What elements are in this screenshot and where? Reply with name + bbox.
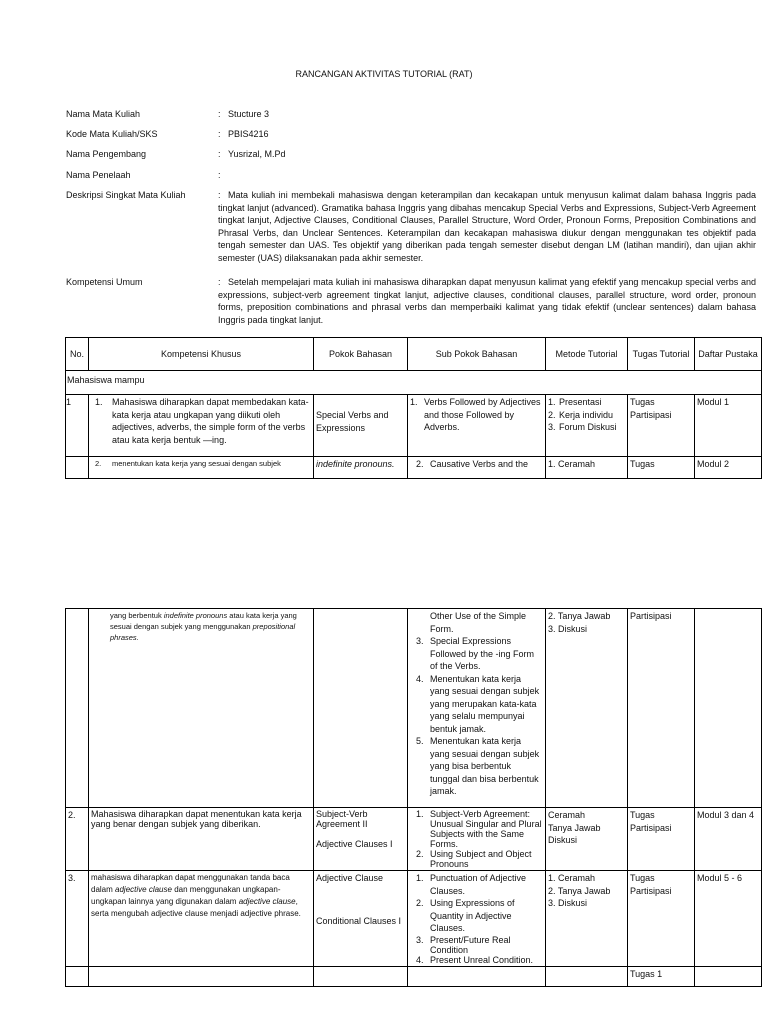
meta-value: PBIS4216 (228, 129, 269, 139)
list-number: 3. (416, 934, 424, 945)
list-number: 2. (95, 459, 102, 468)
list-text: Punctuation of Adjective Clauses. (430, 873, 527, 896)
cell-no: 1 (66, 395, 89, 457)
cell-pokok: indefinite pronouns. (314, 457, 408, 479)
meta-label: Nama Mata Kuliah (66, 109, 141, 119)
kk-text: yang berbentuk (110, 611, 162, 620)
kk-text: mahasiswa diharapkan dapat menggunakan tanda baca dalam (91, 873, 290, 894)
cell-pustaka (695, 609, 762, 808)
list-text: Special Expressions Followed by the -ing Form of the Verbs. (430, 636, 535, 671)
meta-label: Nama Penelaah (66, 170, 131, 180)
meta-label: Kode Mata Kuliah/SKS (66, 129, 158, 139)
cell-tugas: Tugas 1 (628, 966, 695, 986)
table-section-row (66, 371, 762, 395)
kk-text: atau kata kerja yang sesuai dengan subjek yang menggunakan (110, 611, 297, 631)
cell-sub-pokok (408, 457, 546, 479)
list-number: 1. (95, 397, 103, 407)
pokok-item: Subject-Verb Agreement II (316, 809, 368, 829)
meta-colon: : (218, 109, 221, 119)
list-text: Kerja individu (559, 409, 614, 420)
kk-term: prepositional phrases. (110, 622, 296, 642)
cell-tugas: Tugas Partisipasi (628, 871, 695, 967)
cell-tugas: Partisipasi (628, 609, 695, 808)
cell-pustaka: Modul 2 (695, 457, 762, 479)
cell-metode (546, 966, 628, 986)
table-row (66, 871, 762, 967)
cell-metode (546, 871, 628, 967)
cell-metode (546, 808, 628, 871)
list-text: Present/Future Real Condition (430, 934, 511, 955)
meta-general-competence (66, 276, 756, 328)
header-no: No. (66, 338, 89, 371)
meta-value: Stucture 3 (228, 109, 270, 119)
cell-pokok: Special Verbs and Expressions (314, 395, 408, 457)
list-number: 2. (416, 459, 424, 469)
cell-pokok (314, 808, 408, 871)
cell-kompetensi (89, 966, 314, 986)
list-number: 1. (548, 397, 556, 407)
meta-colon: : (218, 277, 221, 287)
cell-no (66, 966, 89, 986)
section-label: Mahasiswa mampu (66, 371, 762, 395)
list-text: menentukan kata kerja yang sesuai dengan subjek (112, 459, 281, 468)
kk-term: adjective clause (238, 897, 296, 906)
list-number: 1. (410, 397, 418, 407)
list-text: Other Use of the Simple Form. (430, 611, 527, 634)
list-number: 2. (416, 849, 424, 859)
meta-developer (66, 148, 756, 162)
table-row (66, 966, 762, 986)
cell-pokok (314, 871, 408, 967)
meta-label: Deskripsi Singkat Mata Kuliah (66, 190, 186, 200)
metode-item: 3. Diskusi (548, 623, 588, 634)
meta-course-code (66, 128, 756, 142)
pokok-item: Adjective Clause (316, 873, 384, 883)
meta-value: Yusrizal, M.Pd (228, 149, 286, 159)
list-number: 3. (548, 422, 556, 432)
list-text: Causative Verbs and the (430, 459, 529, 469)
metode-item: Ceramah (548, 810, 586, 820)
kk-term: adjective clause (115, 885, 172, 894)
meta-colon: : (218, 170, 221, 180)
rat-table-page2 (65, 608, 762, 987)
cell-pustaka (695, 966, 762, 986)
list-text: Mahasiswa diharapkan dapat membedakan kata-kata kerja atau ungkapan yang diikuti oleh adjectives, adverbs, the simple form of the verbs atau kata kerja bentuk —ing. (112, 397, 309, 445)
table-row (66, 395, 762, 457)
page-title: RANCANGAN AKTIVITAS TUTORIAL (RAT) (295, 69, 473, 79)
meta-reviewer (66, 169, 756, 183)
meta-label: Nama Pengembang (66, 149, 147, 159)
header-sub-pokok-bahasan: Sub Pokok Bahasan (408, 338, 546, 371)
table-row (66, 808, 762, 871)
table-row (66, 457, 762, 479)
list-number: 4. (416, 954, 424, 965)
cell-pokok (314, 609, 408, 808)
meta-colon: : (218, 149, 221, 159)
table-header-row (66, 338, 762, 371)
list-number: 1. (416, 873, 424, 883)
cell-tugas: Tugas Partisipasi (628, 808, 695, 871)
pokok-item: Conditional Clauses I (316, 915, 402, 926)
cell-sub-pokok (408, 808, 546, 871)
meta-value: Setelah mempelajari mata kuliah ini mahasiswa diharapkan dapat menyusun kalimat yang efektif yang mencakup special verbs and expressions, subject-verb agreement tingkat lanjut, adjective clauses, conditional clauses, parallel structure, word order, pronoun forms, preposition combinations and phrasal verbs dan memperbaiki kalimat yang tidak efektif (unclear sentences) dalam bahasa Inggris pada tingkat lanjut. (218, 277, 756, 325)
cell-kompetensi: Mahasiswa diharapkan dapat menentukan kata kerja yang benar dengan subjek yang diberikan. (89, 808, 314, 871)
list-text: Menentukan kata kerja yang sesuai dengan subjek yang merupakan kata-kata yang selalu mempunyai bentuk jamak. (430, 673, 540, 734)
cell-pustaka: Modul 5 - 6 (695, 871, 762, 967)
pokok-item: Adjective Clauses I (316, 839, 393, 849)
cell-sub-pokok (408, 966, 546, 986)
cell-tugas: Tugas Partisipasi (628, 395, 695, 457)
cell-kompetensi (89, 457, 314, 479)
meta-colon: : (218, 190, 221, 200)
kk-term: indefinite pronouns (163, 611, 228, 620)
meta-value: Mata kuliah ini membekali mahasiswa dengan keterampilan dan kecakapan untuk menyusun kalimat dalam bahasa Inggris pada tingkat lanjut (advanced). Gramatika bahasa Inggris yang dibahas mencakup Special Verbs and Expressions, Subject-Verb Agreement tingkat lanjut, Adjective Clauses, Conditional Clauses, Parallel Structure, Word Order, Pronoun Forms, Preposition Combinations and Phrasal Verbs, dan Unclear Sentences. Keterampilan dan kecakapan mahasiswa diukur dengan menggunakan tes objektif pada tengah semester dan UAS. Tes objektif yang diberikan pada tengah semester disebut dengan LM (latihan mandiri), dan ujian akhir semester (UAS) dilaksanakan pada akhir semester. (218, 190, 756, 263)
kk-text: , serta mengubah adjective clause menjadi adjective phrase. (91, 897, 301, 918)
list-number: 4. (416, 673, 424, 684)
cell-tugas: Tugas (628, 457, 695, 479)
list-number: 2. (416, 898, 424, 908)
metode-item: Diskusi (548, 835, 578, 845)
list-text: Menentukan kata kerja yang sesuai dengan subjek yang bisa berbentuk tunggal dan bisa berbentuk jamak. (430, 736, 540, 796)
cell-no (66, 457, 89, 479)
cell-metode: 1. Ceramah (546, 457, 628, 479)
cell-sub-pokok (408, 871, 546, 967)
header-kompetensi-khusus: Kompetensi Khusus (89, 338, 314, 371)
cell-pustaka: Modul 3 dan 4 (695, 808, 762, 871)
meta-course-name (66, 108, 756, 122)
cell-kompetensi (89, 395, 314, 457)
header-daftar-pustaka: Daftar Pustaka (695, 338, 762, 371)
metode-item: 1. Ceramah (548, 873, 596, 883)
table-row (66, 609, 762, 808)
list-text: Verbs Followed by Adjectives and those Followed by Adverbs. (424, 397, 541, 432)
list-number: 2. (548, 409, 556, 420)
cell-pustaka: Modul 1 (695, 395, 762, 457)
cell-kompetensi (89, 609, 314, 808)
list-text: Using Expressions of Quantity in Adjective Clauses. (430, 898, 515, 933)
rat-table-page1 (65, 337, 762, 479)
meta-label: Kompetensi Umum (66, 277, 143, 287)
metode-item: 2. Tanya Jawab (548, 885, 611, 896)
list-text: Presentasi (559, 397, 602, 407)
kk-text: dan menggunakan ungkapan- ungkapan lainnya yang digunakan dalam (91, 885, 281, 906)
cell-no: 3. (66, 871, 89, 967)
cell-kompetensi (89, 871, 314, 967)
metode-item: Tanya Jawab (548, 822, 601, 833)
list-number: 5. (416, 736, 424, 746)
list-text: Using Subject and Object Pronouns (430, 849, 532, 869)
list-text: Forum Diskusi (559, 422, 617, 432)
list-number: 3. (416, 636, 424, 646)
cell-metode (546, 609, 628, 808)
cell-pokok (314, 966, 408, 986)
list-text: Present Unreal Condition. (430, 954, 534, 965)
header-tugas-tutorial: Tugas Tutorial (628, 338, 695, 371)
cell-no: 2. (66, 808, 89, 871)
cell-metode (546, 395, 628, 457)
cell-sub-pokok (408, 609, 546, 808)
meta-description (66, 189, 756, 269)
metode-item: 2. Tanya Jawab (548, 611, 611, 621)
cell-sub-pokok (408, 395, 546, 457)
header-pokok-bahasan: Pokok Bahasan (314, 338, 408, 371)
header-metode-tutorial: Metode Tutorial (546, 338, 628, 371)
cell-no (66, 609, 89, 808)
meta-colon: : (218, 129, 221, 139)
metode-item: 3. Diskusi (548, 898, 588, 908)
list-text: Subject-Verb Agreement: Unusual Singular and Plural Subjects with the Same Forms. (430, 809, 542, 849)
list-number: 1. (416, 809, 424, 819)
